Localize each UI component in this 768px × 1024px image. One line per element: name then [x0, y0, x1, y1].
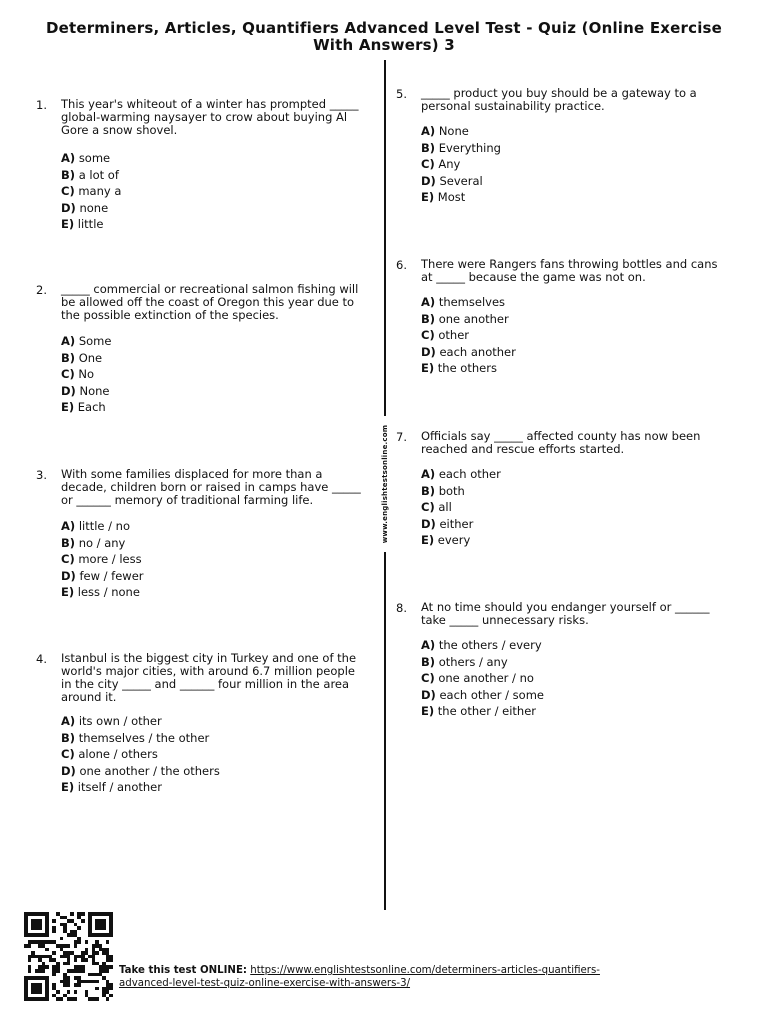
answer-choice-e[interactable] — [421, 189, 501, 206]
choice-letter: A) — [421, 124, 436, 138]
answer-choice-c[interactable] — [421, 670, 544, 687]
question-number: 8. — [396, 601, 407, 615]
answer-choice-e[interactable] — [61, 779, 220, 796]
question-number: 7. — [396, 430, 407, 444]
answer-choice-d[interactable] — [421, 516, 501, 533]
choice-text: other — [438, 328, 469, 342]
choice-text: alone / others — [78, 747, 158, 761]
choice-text: a lot of — [78, 167, 119, 182]
choice-letter: A) — [61, 151, 76, 165]
answer-choice-c[interactable] — [421, 327, 516, 344]
choice-text: one another — [438, 311, 509, 326]
choice-letter: A) — [421, 467, 436, 481]
answer-choice-b[interactable] — [421, 483, 501, 500]
choice-text: one another / no — [438, 671, 534, 685]
answer-choice-a[interactable] — [421, 294, 516, 311]
choice-letter: D) — [61, 568, 76, 583]
answer-choice-c[interactable] — [421, 499, 501, 516]
choice-text: some — [78, 151, 111, 165]
choice-text: each another — [439, 344, 516, 359]
answer-choice-d[interactable] — [421, 687, 544, 704]
answer-choice-c[interactable] — [61, 746, 220, 763]
question-text: With some families displaced for more than a decade, children born or raised in camps have _____ or ______ memory of traditional farming life. — [61, 467, 361, 507]
choice-letter: C) — [61, 367, 75, 381]
answer-choice-c[interactable] — [61, 183, 121, 200]
choice-text: each other — [438, 467, 501, 481]
choice-letter: A) — [421, 638, 436, 652]
choice-text: the others / every — [438, 638, 542, 652]
choice-letter: D) — [421, 344, 436, 359]
answer-choice-b[interactable] — [61, 167, 121, 184]
answer-choice-b[interactable] — [421, 654, 544, 671]
choice-letter: B) — [61, 167, 76, 182]
answer-choice-e[interactable] — [61, 216, 121, 233]
choice-letter: E) — [421, 361, 435, 375]
question-number: 4. — [36, 652, 47, 666]
choice-letter: B) — [421, 654, 436, 669]
answer-choice-b[interactable] — [61, 730, 220, 747]
choice-letter: D) — [421, 173, 436, 188]
choice-letter: D) — [421, 516, 436, 531]
choice-letter: C) — [61, 747, 75, 761]
choice-letter: C) — [61, 552, 75, 566]
answer-choices — [61, 333, 111, 416]
choice-text: Everything — [438, 140, 501, 155]
answer-choices — [61, 713, 220, 796]
question-number: 6. — [396, 258, 407, 272]
choice-letter: D) — [421, 687, 436, 702]
choice-letter: E) — [421, 190, 435, 204]
answer-choices — [421, 637, 544, 720]
choice-text: No — [78, 367, 94, 381]
choice-text: Most — [437, 190, 466, 204]
choice-letter: B) — [421, 140, 436, 155]
choice-text: many a — [78, 184, 122, 198]
answer-choice-a[interactable] — [61, 150, 121, 167]
question-number: 1. — [36, 98, 47, 112]
choice-letter: A) — [61, 519, 76, 533]
footer-label: Take this test ONLINE: — [119, 965, 247, 976]
choice-letter: B) — [61, 535, 76, 550]
choice-text: themselves / the other — [78, 730, 210, 745]
choice-text: less / none — [77, 585, 140, 599]
choice-text: the other / either — [437, 704, 537, 718]
answer-choices — [61, 150, 121, 233]
answer-choices — [61, 518, 144, 601]
choice-text: the others — [437, 361, 497, 375]
question-text: Istanbul is the biggest city in Turkey and one of the world's major cities, with around 6.7 million people in the city _____ and ______ four million in the area around it. — [61, 651, 357, 704]
question-number: 2. — [36, 283, 47, 297]
answer-choice-a[interactable] — [421, 637, 544, 654]
answer-choice-c[interactable] — [61, 366, 111, 383]
choice-letter: B) — [61, 350, 76, 365]
choice-letter: E) — [421, 533, 435, 547]
answer-choice-c[interactable] — [421, 156, 501, 173]
answer-choices — [421, 294, 516, 377]
question-number: 5. — [396, 87, 407, 101]
question-text: Officials say _____ affected county has now been reached and rescue efforts started. — [421, 429, 701, 456]
answer-choice-a[interactable] — [61, 333, 111, 350]
answer-choice-c[interactable] — [61, 551, 144, 568]
choice-letter: A) — [421, 295, 436, 309]
test-online-link[interactable]: https://www.englishtestsonline.com/determiners-articles-quantifiers-advanced-level-test-quiz-online-exercise-with-answers-3/ — [119, 965, 600, 989]
answer-choice-a[interactable] — [61, 518, 144, 535]
choice-text: Some — [78, 334, 112, 348]
choice-text: None — [438, 124, 469, 138]
question-text: _____ commercial or recreational salmon fishing will be allowed off the coast of Oregon this year due to the possible extinction of the species. — [61, 282, 359, 322]
choice-text: others / any — [438, 654, 508, 669]
choice-letter: B) — [421, 483, 436, 498]
answer-choice-e[interactable] — [61, 584, 144, 601]
choice-text: Several — [439, 173, 483, 188]
choice-text: little / no — [78, 519, 131, 533]
answer-choice-a[interactable] — [61, 713, 220, 730]
choice-letter: A) — [61, 334, 76, 348]
choice-text: no / any — [78, 535, 126, 550]
answer-choice-a[interactable] — [421, 466, 501, 483]
page-title: Determiners, Articles, Quantifiers Advanced Level Test - Quiz (Online Exercise With Answers) 3 — [45, 19, 723, 54]
choice-text: few / fewer — [79, 568, 144, 583]
choice-text: themselves — [438, 295, 506, 309]
answer-choice-b[interactable] — [421, 311, 516, 328]
choice-letter: E) — [61, 780, 75, 794]
choice-letter: C) — [421, 157, 435, 171]
choice-text: itself / another — [77, 780, 162, 794]
answer-choice-e[interactable] — [421, 703, 544, 720]
choice-letter: A) — [61, 714, 76, 728]
side-url: www.englishtestsonline.com — [381, 424, 389, 544]
choice-text: both — [438, 483, 465, 498]
choice-text: One — [78, 350, 103, 365]
answer-choice-d[interactable] — [421, 344, 516, 361]
footer — [119, 964, 649, 990]
answer-choice-e[interactable] — [421, 360, 516, 377]
choice-letter: C) — [61, 184, 75, 198]
choice-letter: D) — [61, 383, 76, 398]
answer-choice-e[interactable] — [421, 532, 501, 549]
choice-text: Any — [438, 157, 461, 171]
choice-text: its own / other — [78, 714, 162, 728]
answer-choice-a[interactable] — [421, 123, 501, 140]
question-text: _____ product you buy should be a gateway to a personal sustainability practice. — [421, 86, 697, 113]
answer-choices — [421, 123, 501, 206]
choice-letter: B) — [61, 730, 76, 745]
answer-choice-d[interactable] — [61, 200, 121, 217]
choice-text: one another / the others — [79, 763, 220, 778]
answer-choice-d[interactable] — [421, 173, 501, 190]
answer-choices — [421, 466, 501, 549]
answer-choice-e[interactable] — [61, 399, 111, 416]
choice-letter: D) — [61, 200, 76, 215]
choice-letter: C) — [421, 500, 435, 514]
choice-text: either — [439, 516, 474, 531]
choice-text: all — [438, 500, 452, 514]
choice-letter: C) — [421, 328, 435, 342]
question-text: This year's whiteout of a winter has prompted _____ global-warming naysayer to crow about buying Al Gore a snow shovel. — [61, 97, 359, 137]
choice-text: little — [77, 217, 104, 231]
choice-letter: E) — [61, 400, 75, 414]
choice-letter: D) — [61, 763, 76, 778]
choice-letter: C) — [421, 671, 435, 685]
choice-text: more / less — [78, 552, 142, 566]
answer-choice-d[interactable] — [61, 383, 111, 400]
answer-choice-b[interactable] — [421, 140, 501, 157]
choice-letter: E) — [421, 704, 435, 718]
choice-letter: E) — [61, 585, 75, 599]
choice-text: each other / some — [439, 687, 544, 702]
answer-choice-d[interactable] — [61, 763, 220, 780]
qr-code-icon — [24, 912, 113, 1001]
choice-text: Each — [77, 400, 106, 414]
choice-text: None — [79, 383, 110, 398]
answer-choice-b[interactable] — [61, 350, 111, 367]
answer-choice-d[interactable] — [61, 568, 144, 585]
choice-letter: B) — [421, 311, 436, 326]
answer-choice-b[interactable] — [61, 535, 144, 552]
question-number: 3. — [36, 468, 47, 482]
question-text: At no time should you endanger yourself or ______ take _____ unnecessary risks. — [421, 600, 710, 627]
choice-letter: E) — [61, 217, 75, 231]
choice-text: every — [437, 533, 471, 547]
choice-text: none — [79, 200, 109, 215]
question-text: There were Rangers fans throwing bottles and cans at _____ because the game was not on. — [421, 257, 718, 284]
